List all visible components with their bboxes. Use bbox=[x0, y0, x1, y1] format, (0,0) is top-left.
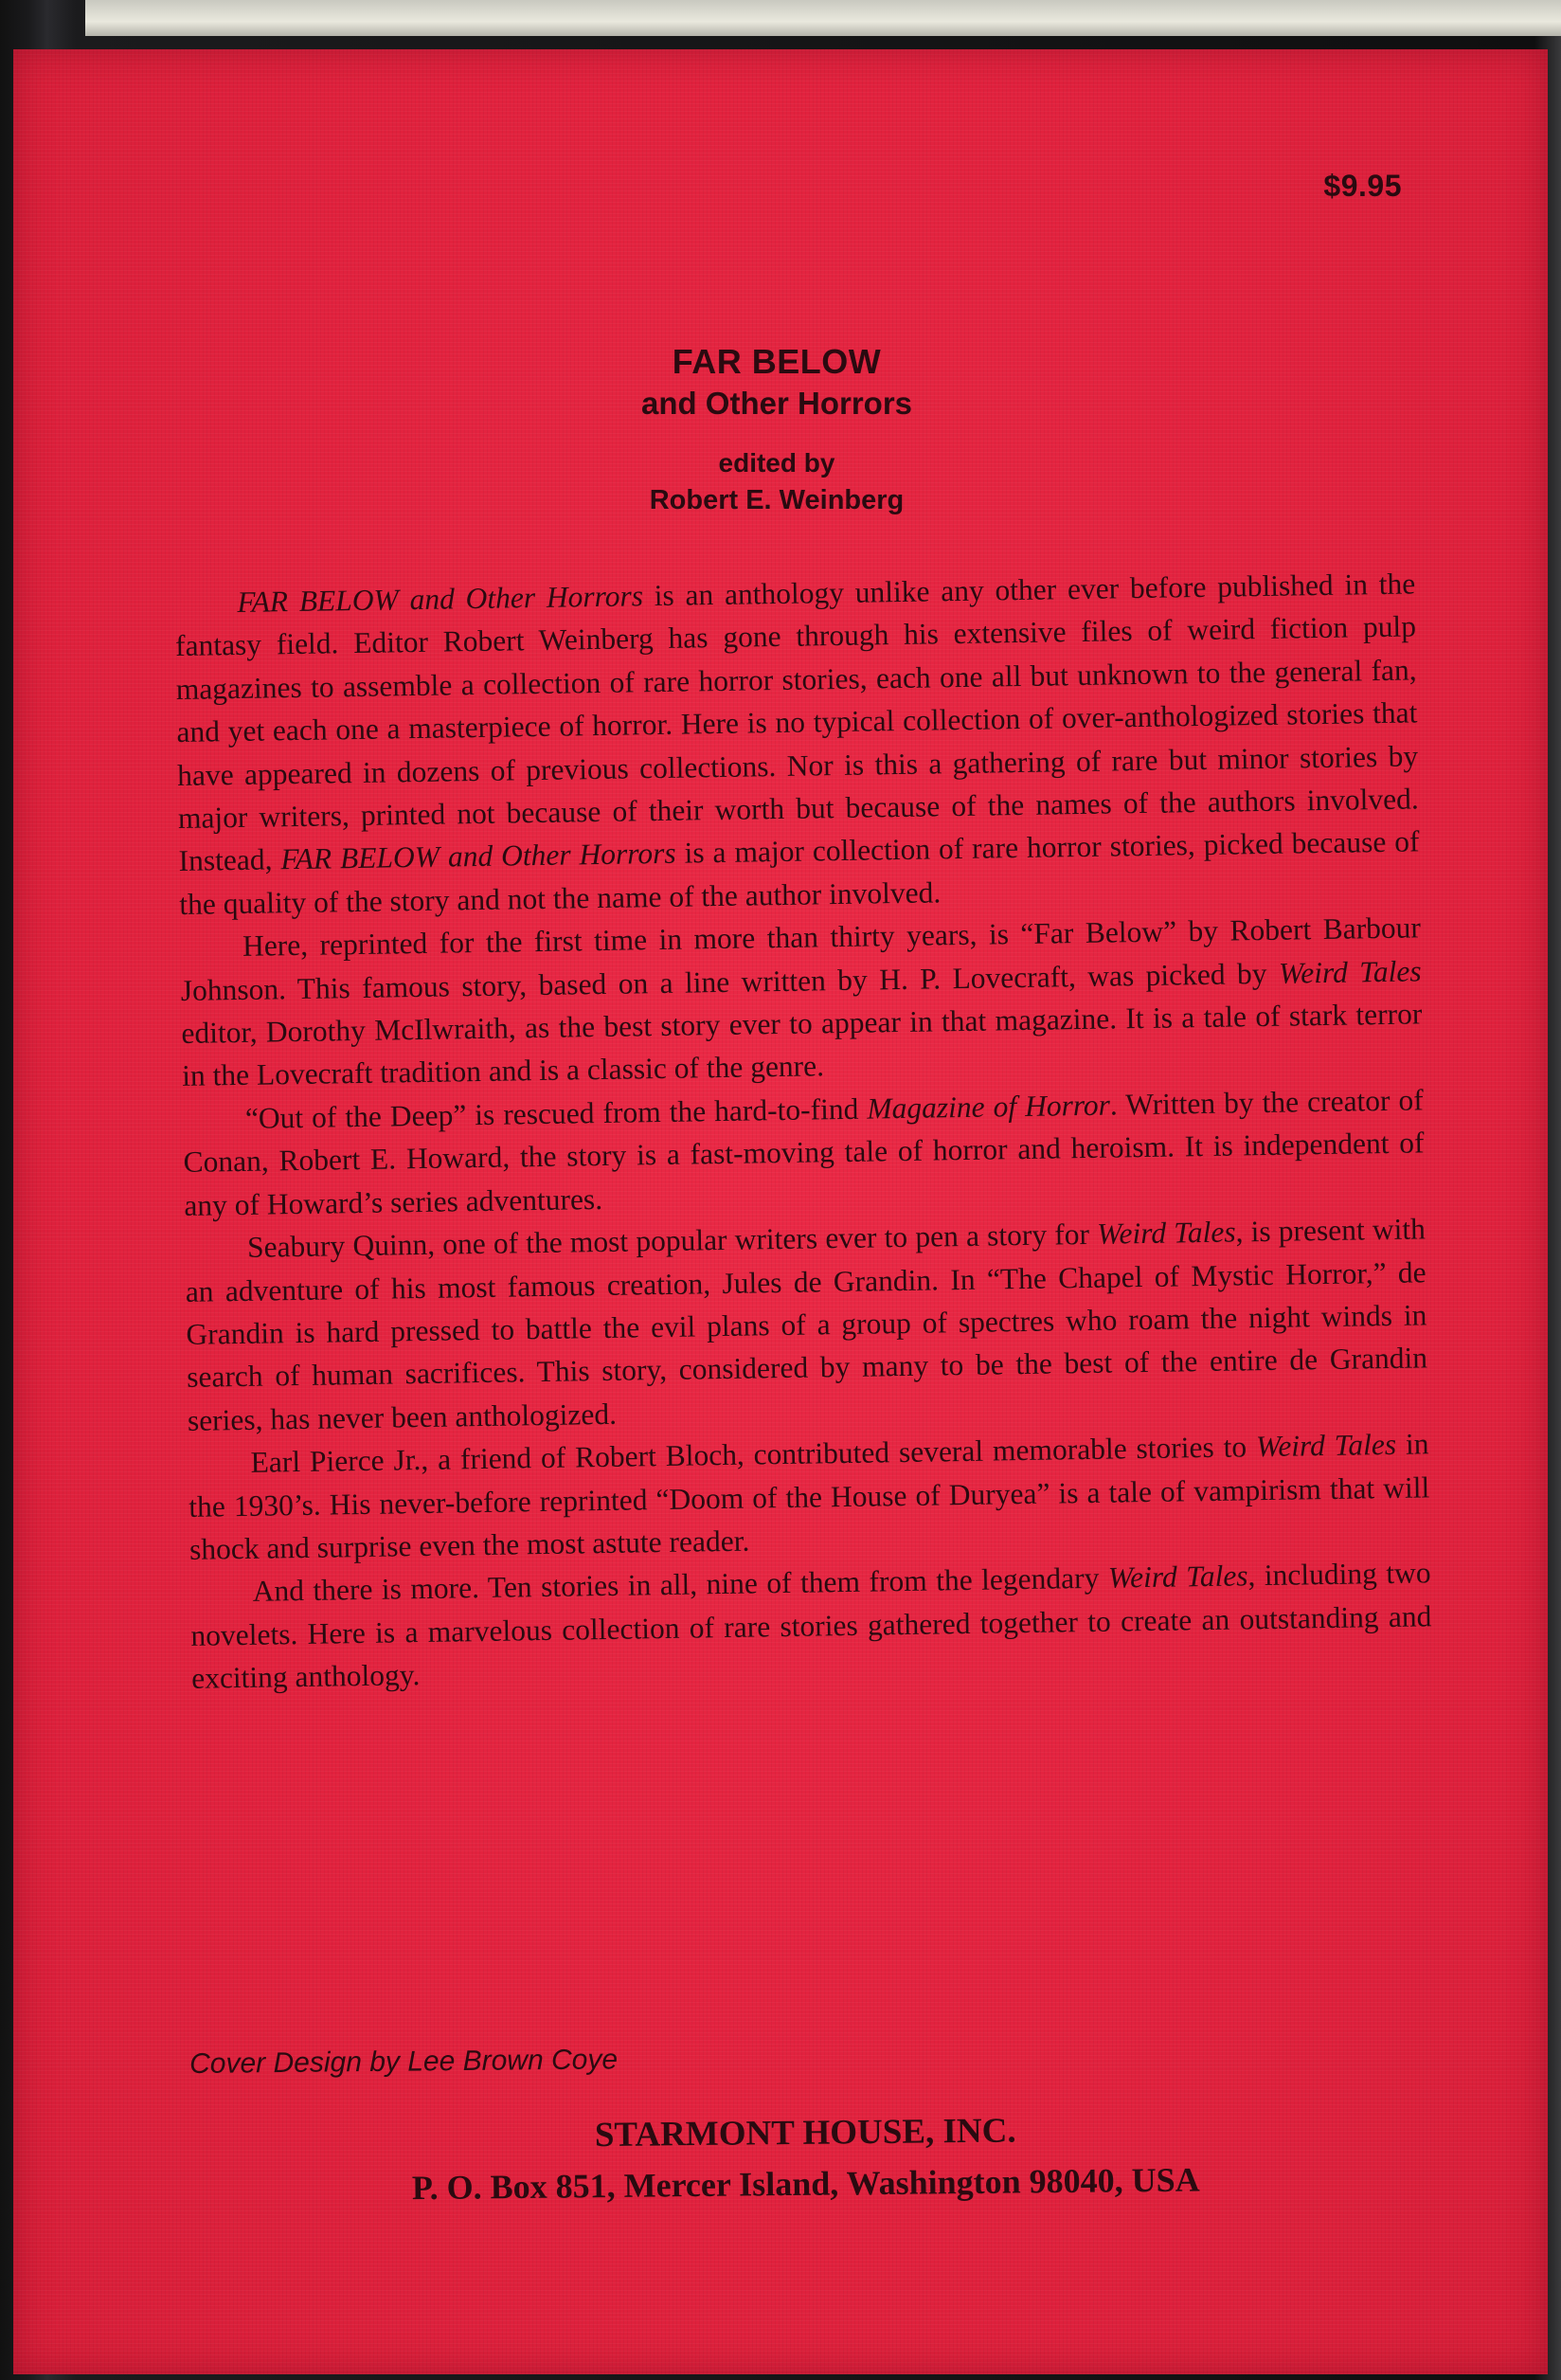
italic-title: Weird Tales bbox=[1096, 1215, 1236, 1251]
title-block bbox=[426, 341, 1127, 519]
book-subtitle: and Other Horrors bbox=[640, 386, 913, 421]
blurb-paragraph-4: Seabury Quinn, one of the most popular writers ever to pen a story for Weird Tales, is present with an adventure of his most famous creation, Jules de Grandin. In “The Chapel of Mystic Horror,” de Grandin is hard pressed to battle the evil plans of a group of spectres who roam the night winds in search of human sacrifices. This story, considered by many to be the best of the entire de Grandin series, has never been anthologized. bbox=[185, 1212, 1428, 1437]
blurb-paragraph-2: Here, reprinted for the first time in more than thirty years, is “Far Below” by Robert Barbour Johnson. This famous story, based on a line written by H. P. Lovecraft, was picked by Weird Tales editor, Dorothy McIlwraith, as the best story ever to appear in that magazine. It is a tale of stark terror in the Lovecraft tradition and is a classic of the genre. bbox=[180, 911, 1423, 1093]
italic-title: Weird Tales bbox=[1255, 1427, 1397, 1464]
publisher-block bbox=[246, 2103, 1365, 2215]
italic-title: Weird Tales bbox=[1107, 1559, 1248, 1595]
blurb-text bbox=[174, 562, 1432, 1700]
italic-title: FAR BELOW and Other Horrors bbox=[237, 579, 644, 619]
blurb-paragraph-6: And there is more. Ten stories in all, nine of them from the legendary Weird Tales, including two novelets. Here is a marvelous collection of rare stories gathered together to create an outstanding and exciting anthology. bbox=[190, 1556, 1432, 1696]
book-title: FAR BELOW bbox=[672, 342, 882, 381]
blurb-paragraph-1: FAR BELOW and Other Horrors is an anthology unlike any other ever before published in the fantasy field. Editor Robert Weinberg has gone through his extensive files of weird fiction pulp magazines to assemble a collection of rare horror stories, each one all but unknown to the general fan, and yet each one a masterpiece of horror. Here is no typical collection of over-anthologized stories that have appeared in dozens of previous collections. Nor is this a gathering of rare but minor stories by major writers, printed not because of their worth but because of the names of the authors involved. Instead, FAR BELOW and Other Horrors is a major collection of rare horror stories, picked because of the quality of the story and not the name of the author involved. bbox=[174, 567, 1420, 921]
italic-title: Weird Tales bbox=[1278, 954, 1422, 990]
publisher-name: STARMONT HOUSE, INC. bbox=[594, 2111, 1016, 2155]
editor-name: Robert E. Weinberg bbox=[649, 485, 905, 515]
scanner-edge-strip bbox=[85, 0, 1561, 36]
cover-design-credit: Cover Design by Lee Brown Coye bbox=[189, 2044, 619, 2080]
blurb-paragraph-3: “Out of the Deep” is rescued from the hard-to-find Magazine of Horror. Written by the creator of Conan, Robert E. Howard, the story is a fast-moving tale of horror and heroism. It is independent of any of Howard’s series adventures. bbox=[183, 1083, 1425, 1222]
publisher-address: P. O. Box 851, Mercer Island, Washington 98040, USA bbox=[411, 2160, 1200, 2208]
edited-by-label: edited by bbox=[718, 448, 835, 478]
blurb-paragraph-5: Earl Pierce Jr., a friend of Robert Bloch, contributed several memorable stories to Weird Tales in the 1930’s. His never-before reprinted “Doom of the House of Duryea” is a tale of vampirism that will shock and surprise even the most astute reader. bbox=[188, 1427, 1430, 1566]
italic-title: Magazine of Horror bbox=[867, 1088, 1111, 1126]
price-label: $9.95 bbox=[1323, 169, 1402, 203]
italic-title: FAR BELOW and Other Horrors bbox=[280, 837, 676, 876]
